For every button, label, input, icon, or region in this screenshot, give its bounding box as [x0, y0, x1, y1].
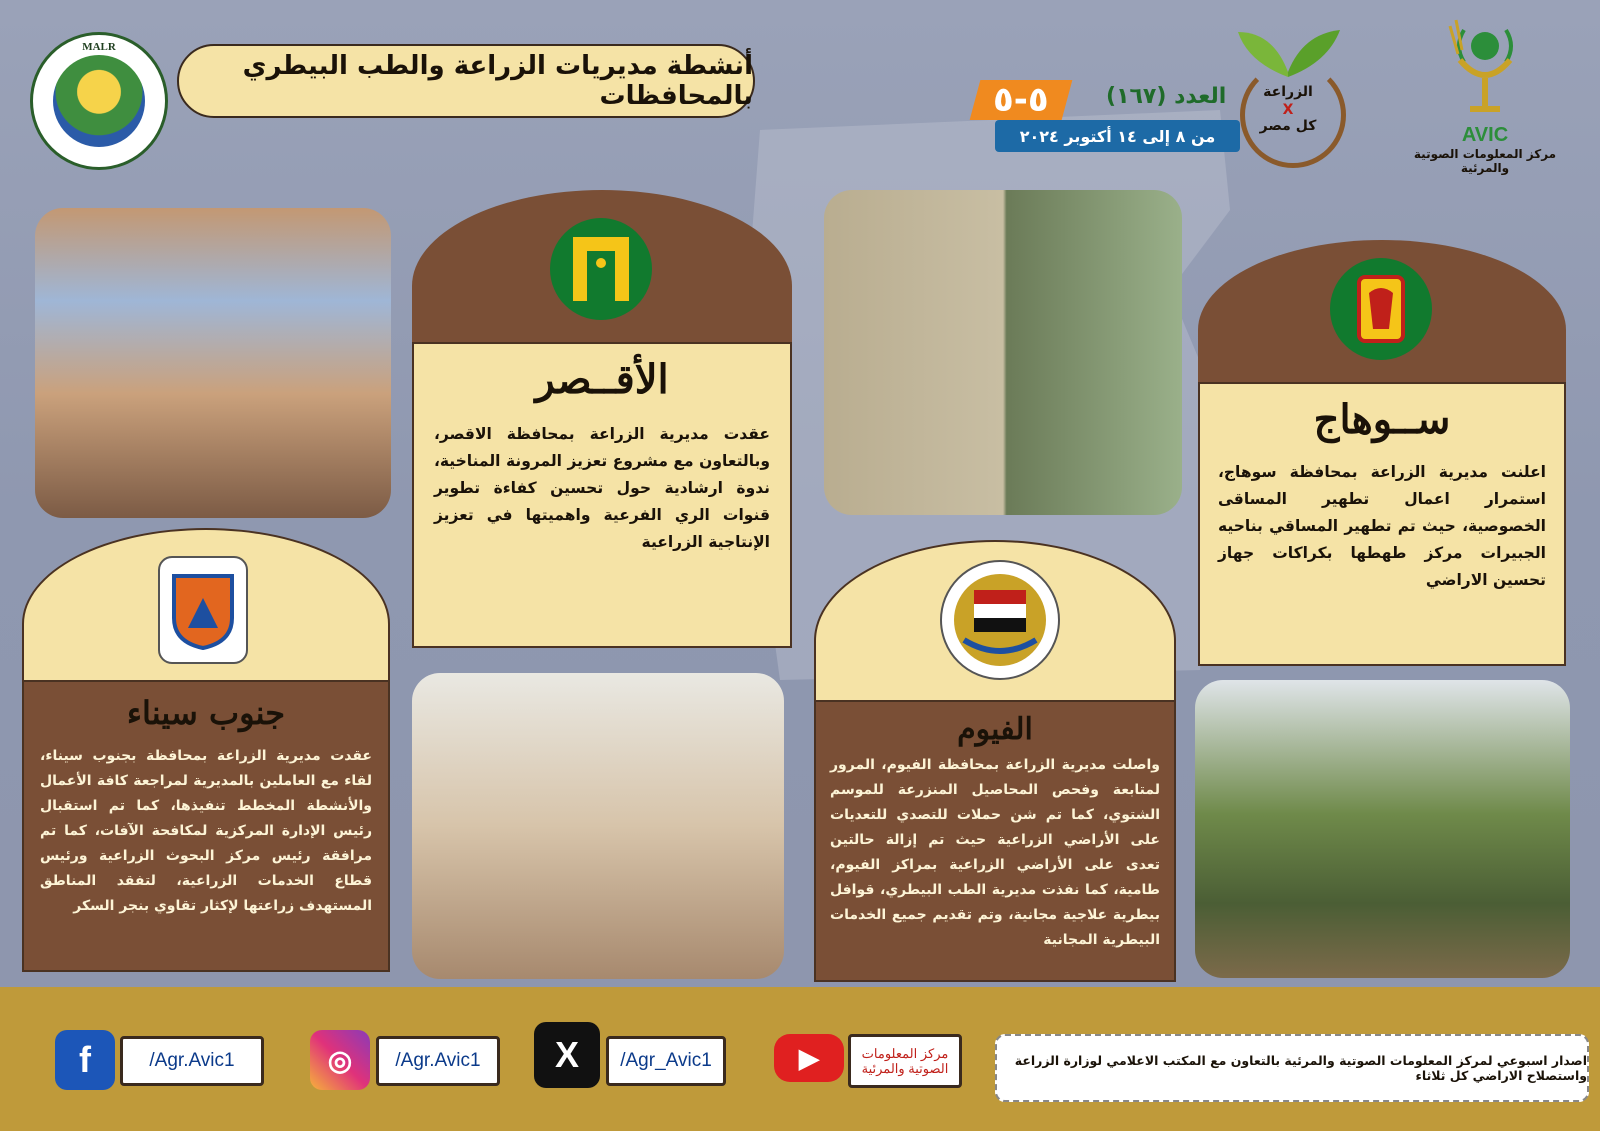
agri-campaign-logo: الزراعة X كل مصر	[1228, 22, 1348, 162]
ministry-emblem-icon	[53, 55, 145, 147]
south-sinai-emblem	[158, 556, 248, 664]
luxor-body: عقدت مديرية الزراعة بمحافظة الاقصر، وبالتعاون مع مشروع تعزيز المرونة المناخية، ندوة ارشادية حول تحسين كفاءة تطوير قنوات الري الفرعية واهميتها في تعزيز الإنتاجية الزراعية	[434, 425, 770, 551]
sohag-emblem	[1330, 258, 1432, 360]
photo-south-sinai-visit	[35, 208, 391, 518]
issue-number: العدد (١٦٧)	[1106, 84, 1227, 109]
eagle-waterwheel-icon	[950, 570, 1050, 670]
photo-luxor-meeting	[412, 673, 784, 979]
instagram-handle[interactable]: /Agr.Avic1	[376, 1036, 500, 1086]
x-handle[interactable]: /Agr_Avic1	[606, 1036, 726, 1086]
ministry-logo: MALR	[30, 32, 168, 170]
sohag-card	[1198, 382, 1566, 666]
photo-fayoum-field	[1195, 680, 1570, 978]
sohag-body: اعلنت مديرية الزراعة بمحافظة سوهاج، استمرار اعمال تطهير المساقى الخصوصية، حيث تم تطهير المساقي بناحيه الجبيرات مركز طهطها بكراكات جهاز تحسين الاراضي	[1218, 463, 1546, 589]
youtube-label[interactable]: مركز المعلومات الصوتية والمرئية	[848, 1034, 962, 1088]
microphone-icon	[1442, 10, 1528, 120]
date-range: من ٨ إلى ١٤ أكتوبر ٢٠٢٤	[995, 120, 1240, 152]
pharaoh-head-icon	[1353, 273, 1409, 345]
governorate-shield-icon	[168, 568, 238, 652]
fayoum-heading: الفيوم	[957, 712, 1033, 747]
footer-ticker: اصدار اسبوعي لمركز المعلومات الصوتية والمرئية بالتعاون مع المكتب الاعلامي لوزارة الزراعة واستصلاح الاراضي كل ثلاثاء	[995, 1034, 1589, 1102]
youtube-icon[interactable]: ▶	[774, 1034, 844, 1082]
sohag-heading: ســوهاج	[1313, 396, 1451, 443]
south-sinai-body: عقدت مديرية الزراعة بمحافظة بجنوب سيناء، لقاء مع العاملين بالمديرية لمراجعة كافة الأعمال والأنشطة المخطط تنفيذها، كما تم استقبال رئيس الإدارة المركزية لمكافحة الآفات، كما تم مرافقة رئيس مركز البحوث الزراعية ورئيس قطاع الخدمات الزراعية، لتفقد المناطق المستهدف زراعتها لإكثار تقاوي بنجر السكر	[40, 748, 372, 914]
issue-badge: ٥-٥	[970, 80, 1073, 120]
page-title: أنشطة مديريات الزراعة والطب البيطري بالمحافظات	[177, 44, 755, 118]
instagram-icon[interactable]: ◎	[310, 1030, 370, 1090]
south-sinai-heading: جنوب سيناء	[126, 694, 286, 732]
x-icon[interactable]: X	[534, 1022, 600, 1088]
fayoum-card	[814, 700, 1176, 982]
south-sinai-card	[22, 680, 390, 972]
fayoum-emblem	[940, 560, 1060, 680]
facebook-handle[interactable]: /Agr.Avic1	[120, 1036, 264, 1086]
avic-logo: AVIC مركز المعلومات الصوتية والمرئية	[1410, 10, 1560, 180]
luxor-card	[412, 342, 792, 648]
facebook-icon[interactable]: f	[55, 1030, 115, 1090]
luxor-emblem	[550, 218, 652, 320]
luxor-heading: الأقــصر	[535, 356, 669, 403]
temple-gate-icon	[569, 233, 633, 305]
fayoum-body: واصلت مديرية الزراعة بمحافظة الفيوم، المرور لمتابعة وفحص المحاصيل المنزرعة للموسم الشتوي، كما تم شن حملات للتصدي للتعديات على الأراضي الزراعية حيث تم إزالة حالتين تعدى على الأراضي الزراعية بمراكز الفيوم، طامية، كما نفذت مديرية الطب البيطري، قوافل بيطرية علاجية مجانية، وتم تقديم جميع الخدمات البيطرية المجانية	[830, 757, 1160, 948]
photo-sohag-inspection	[824, 190, 1182, 515]
